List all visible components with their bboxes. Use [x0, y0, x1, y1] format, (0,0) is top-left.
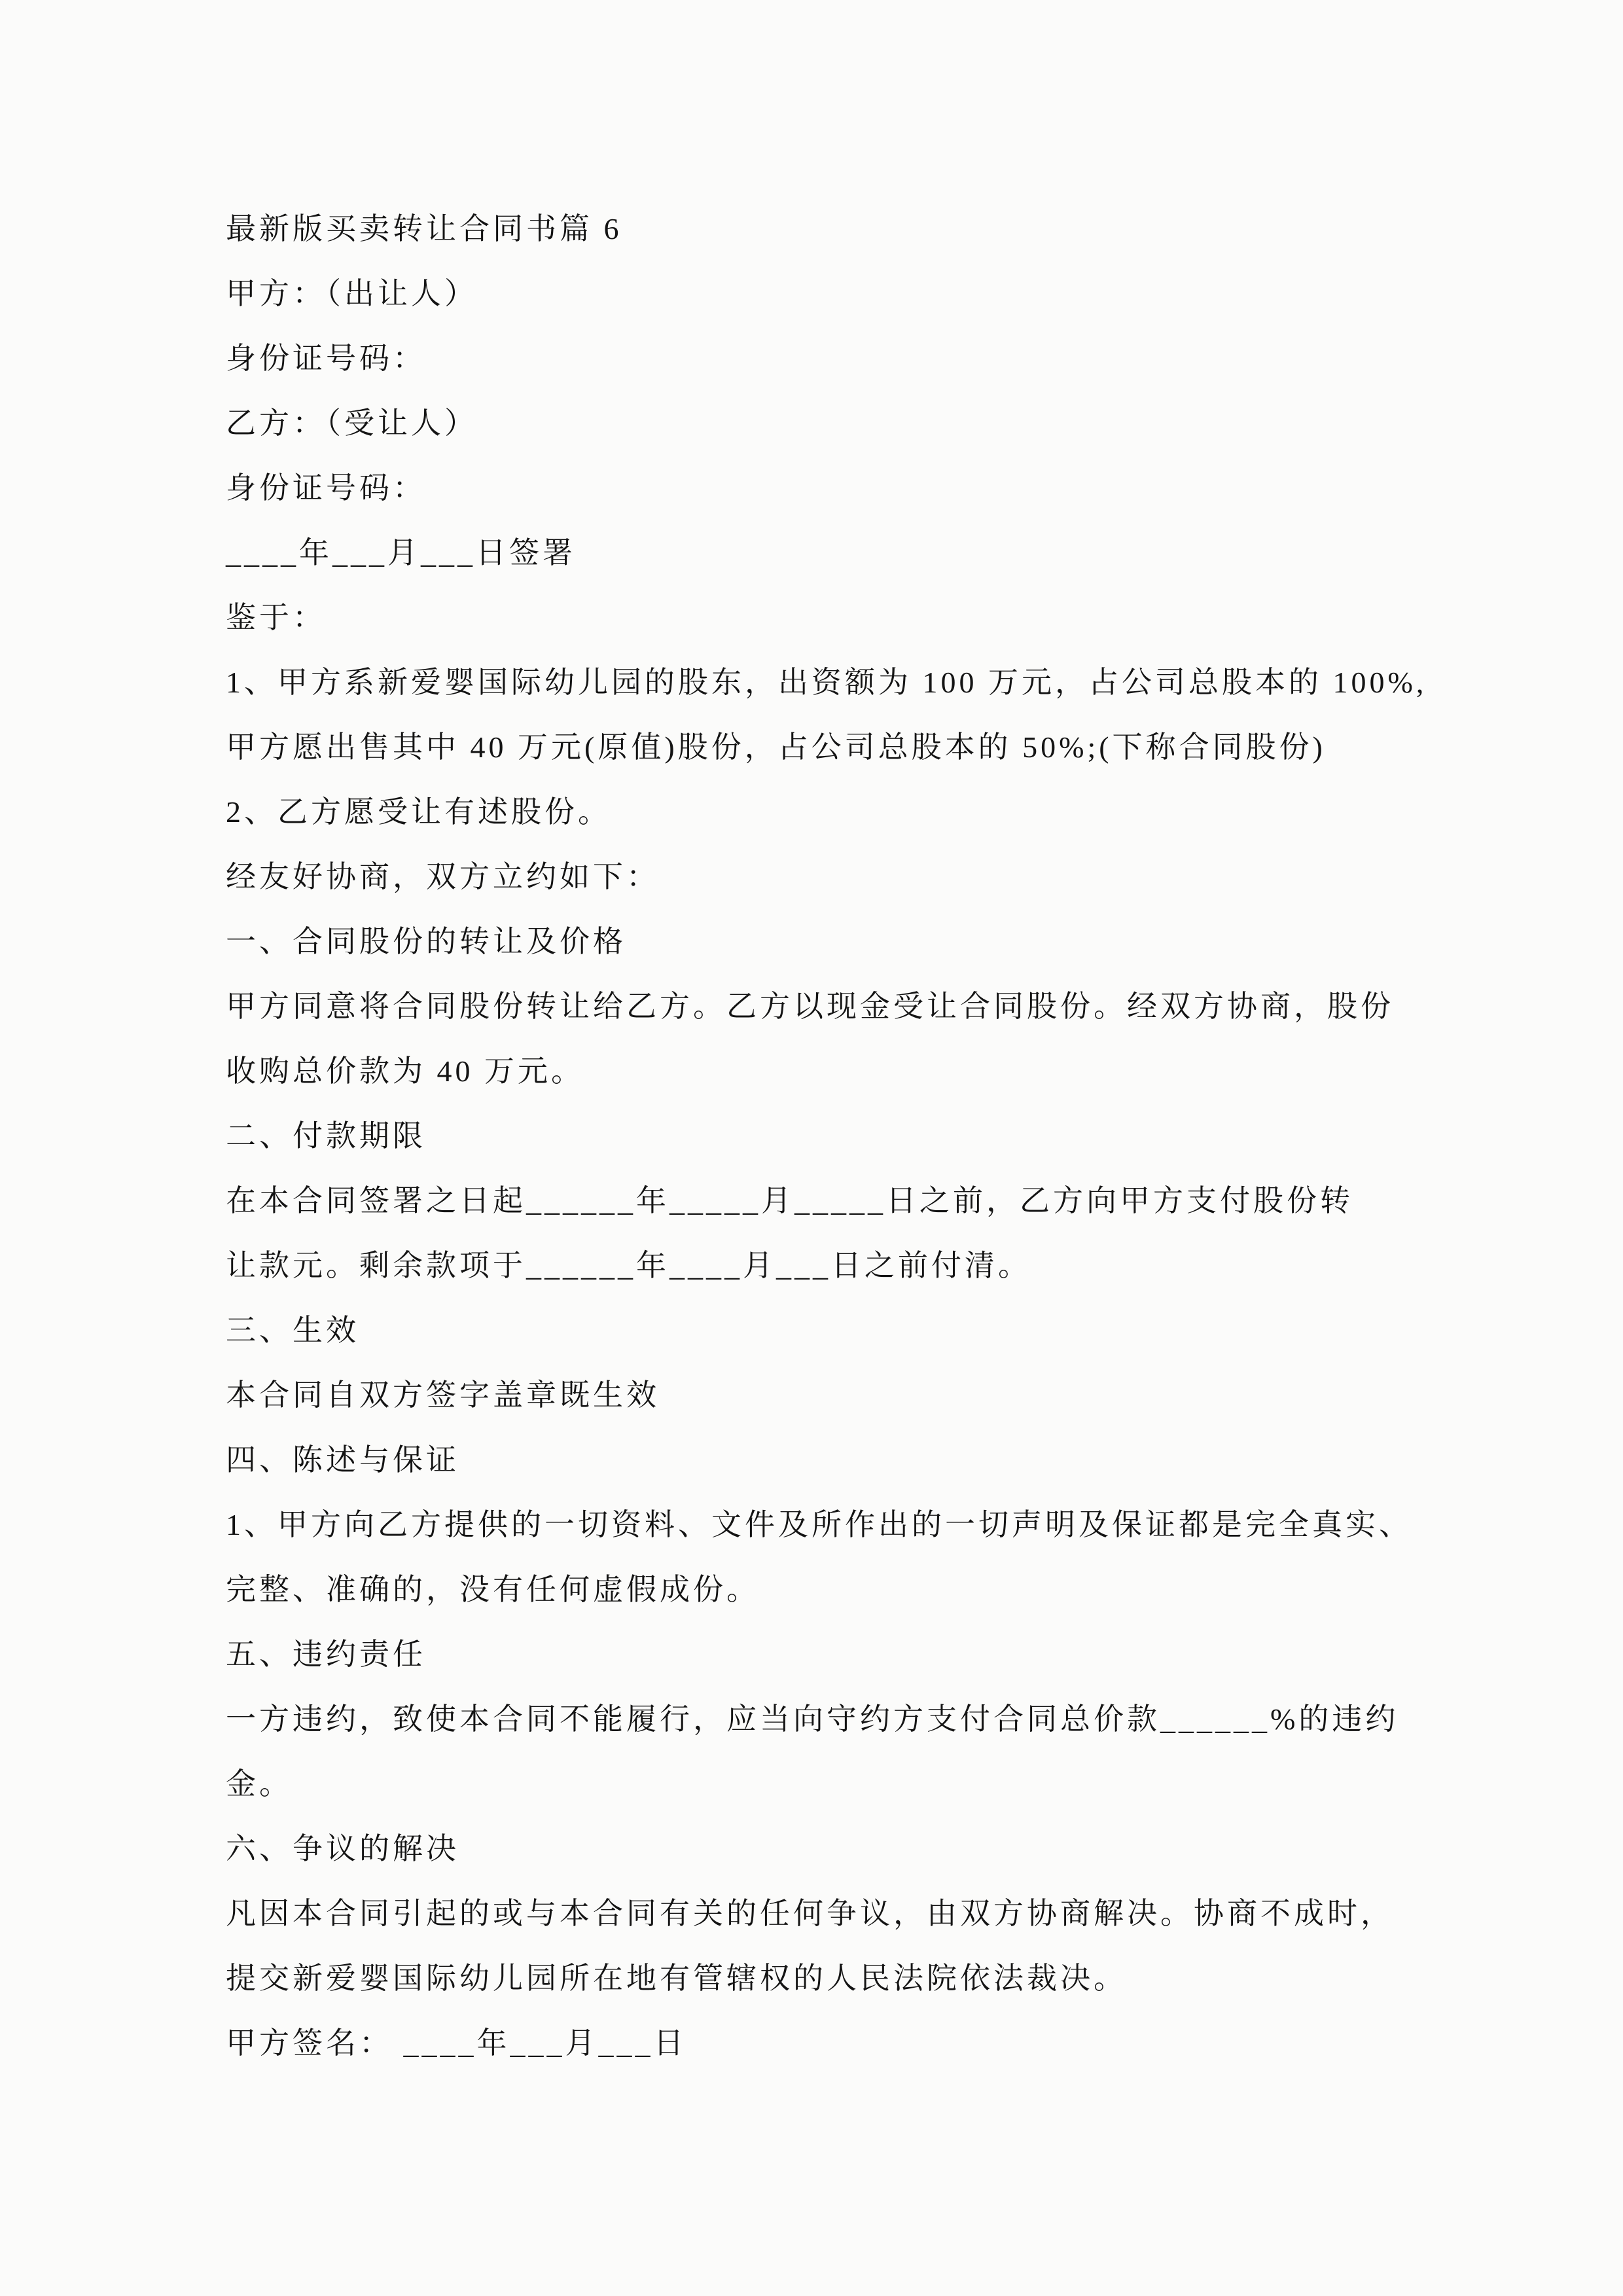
text-line: 经友好协商，双方立约如下： — [226, 860, 660, 893]
text-line: 甲方同意将合同股份转让给乙方。乙方以现金受让合同股份。经双方协商，股份 — [226, 990, 1394, 1023]
text-line: 身份证号码： — [226, 471, 426, 505]
text-line: 本合同自双方签字盖章既生效 — [226, 1378, 660, 1412]
text-line: 乙方：（受让人） — [226, 406, 478, 440]
text-line: ____年___月___日签署 — [226, 536, 576, 569]
text-line: 在本合同签署之日起______年_____月_____日之前，乙方向甲方支付股份转 — [226, 1184, 1353, 1217]
text-line: 让款元。剩余款项于______年____月___日之前付清。 — [226, 1249, 1031, 1282]
text-line: 五、违约责任 — [226, 1638, 426, 1671]
text-line: 2、乙方愿受让有述股份。 — [226, 795, 611, 829]
text-line: 甲方愿出售其中 40 万元(原值)股份，占公司总股本的 50%;(下称合同股份) — [226, 730, 1326, 764]
contract-body — [226, 196, 1427, 2075]
text-line: 一、合同股份的转让及价格 — [226, 925, 626, 958]
text-line: 甲方：（出让人） — [226, 277, 478, 310]
text-line: 金。 — [226, 1767, 293, 1801]
text-line: 身份证号码： — [226, 342, 426, 375]
text-line: 鉴于： — [226, 601, 326, 634]
text-line: 三、生效 — [226, 1314, 359, 1347]
text-line: 完整、准确的，没有任何虚假成份。 — [226, 1573, 760, 1606]
document-title-line: 最新版买卖转让合同书篇 6 — [226, 212, 622, 245]
text-line: 二、付款期限 — [226, 1119, 426, 1153]
text-line: 1、甲方向乙方提供的一切资料、文件及所作出的一切声明及保证都是完全真实、 — [226, 1508, 1412, 1541]
text-line: 甲方签名： ____年___月___日 — [226, 2026, 687, 2060]
text-line: 1、甲方系新爱婴国际幼儿园的股东，出资额为 100 万元，占公司总股本的 100%, — [226, 666, 1427, 699]
text-line: 收购总价款为 40 万元。 — [226, 1054, 584, 1088]
text-line: 凡因本合同引起的或与本合同有关的任何争议，由双方协商解决。协商不成时， — [226, 1897, 1394, 1930]
text-line: 提交新爱婴国际幼儿园所在地有管辖权的人民法院依法裁决。 — [226, 1962, 1127, 1995]
text-line: 一方违约，致使本合同不能履行，应当向守约方支付合同总价款______%的违约 — [226, 1702, 1399, 1736]
text-line: 四、陈述与保证 — [226, 1443, 459, 1477]
text-line: 六、争议的解决 — [226, 1832, 459, 1865]
